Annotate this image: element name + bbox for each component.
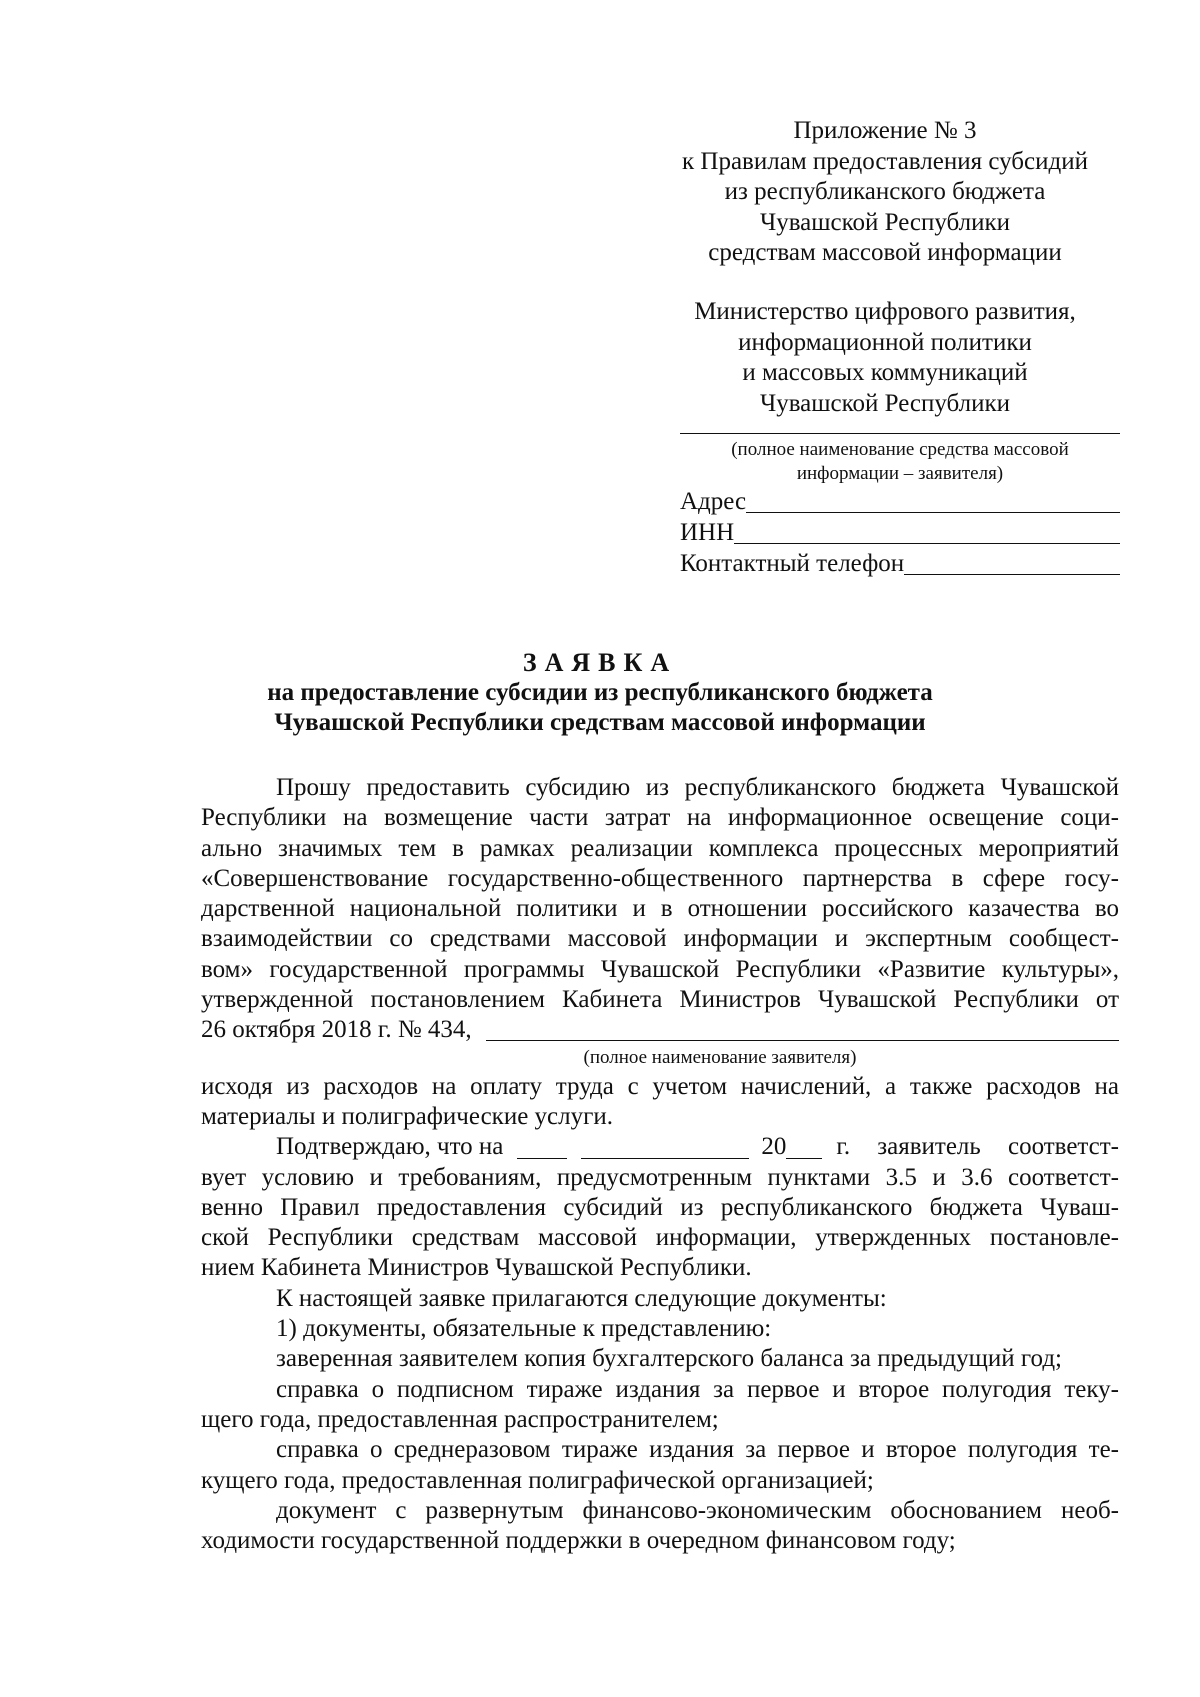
- appendix-line: из республиканского бюджета: [724, 178, 1046, 205]
- document-item: справка о среднеразовом тираже издания за первое и второе полугодия те-: [276, 1436, 1119, 1464]
- addressee-ministry: [660, 297, 1110, 419]
- body-line: вует условию и требованиям, предусмотренным пунктами 3.5 и 3.6 соответст-: [201, 1163, 1119, 1191]
- day-field[interactable]: [517, 1136, 567, 1159]
- applicant-name-hint: [680, 438, 1120, 486]
- body-line: Прошу предоставить субсидию из республиканского бюджета Чувашской: [276, 774, 1119, 801]
- title-line: на предоставление субсидии из республиканского бюджета: [267, 679, 933, 706]
- inn-label: ИНН: [680, 519, 735, 546]
- body-line: материалы и полиграфические услуги.: [201, 1102, 614, 1130]
- ministry-line: и массовых коммуникаций: [742, 359, 1028, 386]
- year-field[interactable]: [786, 1136, 822, 1159]
- decree-date: 26 октября 2018 г. № 434,: [201, 1016, 472, 1044]
- hint-line: (полное наименование средства массовой: [731, 439, 1069, 460]
- hint-line: информации – заявителя): [796, 463, 1004, 484]
- body-line: «Совершенствование государственно-общественного партнерства в сфере госу-: [201, 864, 1119, 892]
- inn-field[interactable]: [734, 543, 1120, 544]
- confirm-date-line: [201, 1132, 1119, 1162]
- date-applicant-line: [201, 1015, 1119, 1045]
- body-line: ской Республики средствам массовой информации, утвержденных постановле-: [201, 1224, 1119, 1252]
- applicant-full-name-field[interactable]: [486, 1040, 1119, 1041]
- body-line: венно Правил предоставления субсидий из республиканского бюджета Чуваш-: [201, 1193, 1119, 1221]
- body-line: Республики на возмещение части затрат на информационное освещение соци-: [201, 804, 1119, 832]
- body-line: ально значимых тем в рамках реализации комплекса процессных мероприятий: [201, 834, 1119, 862]
- appendix-line: средствам массовой информации: [708, 239, 1062, 266]
- ministry-line: Чувашской Республики: [759, 389, 1011, 417]
- body-line: нием Кабинета Министров Чувашской Республики.: [201, 1254, 752, 1282]
- appendix-line: к Правилам предоставления субсидий: [682, 147, 1088, 175]
- phone-label: Контактный телефон: [680, 550, 905, 577]
- applicant-name-field[interactable]: [680, 431, 1120, 434]
- appendix-line: Приложение № 3: [793, 117, 977, 144]
- body-line: взаимодействии со средствами массовой информации и экспертным сообщест-: [201, 925, 1119, 953]
- applicant-full-name-hint: (полное наименование заявителя): [583, 1046, 857, 1068]
- document-item-cont: кущего года, предоставленная полиграфической организацией;: [201, 1466, 874, 1494]
- body-line: вом» государственной программы Чувашской Республики «Развитие культуры»,: [201, 955, 1119, 983]
- confirm-prefix: Подтверждаю, что на: [276, 1133, 504, 1161]
- appendix-line: Чувашской Республики: [759, 208, 1011, 236]
- address-field[interactable]: [746, 512, 1120, 513]
- document-item: заверенная заявителем копия бухгалтерского баланса за предыдущий год;: [276, 1345, 1062, 1373]
- ministry-line: Министерство цифрового развития,: [694, 298, 1076, 325]
- address-row: [680, 486, 1120, 517]
- inn-row: [680, 517, 1120, 548]
- title-line: Чувашской Республики средствам массовой информации: [274, 709, 926, 736]
- month-field[interactable]: [581, 1136, 749, 1159]
- confirm-suffix: г. заявитель соответст-: [836, 1133, 1119, 1161]
- applicant-block: [680, 431, 1120, 579]
- phone-field[interactable]: [904, 574, 1120, 575]
- year-prefix: 20: [761, 1133, 787, 1161]
- title-main: ЗАЯВКА: [522, 648, 678, 677]
- attachments-item: 1) документы, обязательные к представлению:: [276, 1315, 772, 1343]
- body-line: утвержденной постановлением Кабинета Министров Чувашской Республики от: [201, 986, 1119, 1014]
- document-item: документ с развернутым финансово-экономическим обоснованием необ-: [276, 1496, 1119, 1524]
- document-body: [201, 773, 1119, 1556]
- document-item: справка о подписном тираже издания за первое и второе полугодия теку-: [276, 1375, 1119, 1403]
- body-line: дарственной национальной политики и в отношении российского казачества во: [201, 895, 1119, 923]
- address-label: Адрес: [680, 488, 747, 515]
- document-item-cont: щего года, предоставленная распространителем;: [201, 1405, 719, 1433]
- body-line: исходя из расходов на оплату труда с учетом начислений, а также расходов на: [201, 1072, 1119, 1100]
- ministry-line: информационной политики: [738, 328, 1032, 356]
- appendix-header: [660, 116, 1110, 269]
- document-item-cont: ходимости государственной поддержки в очередном финансовом году;: [201, 1527, 956, 1555]
- attachments-intro: К настоящей заявке прилагаются следующие документы:: [276, 1284, 887, 1312]
- document-title: [100, 648, 1100, 738]
- phone-row: [680, 548, 1120, 579]
